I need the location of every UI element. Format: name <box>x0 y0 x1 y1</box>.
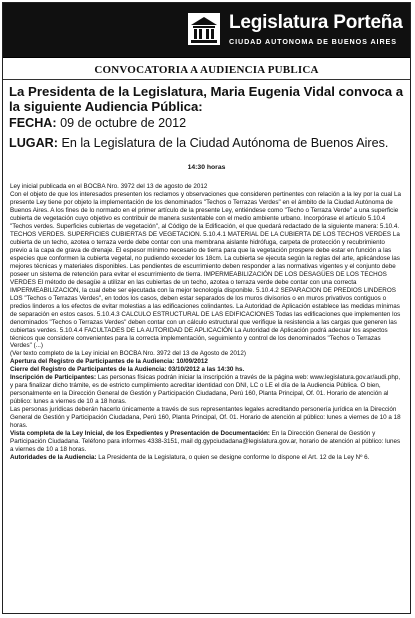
documents-text: En la Dirección General de Gestión y Participación Ciudadana. Teléfono para informes 4338-3151, mail dg.gypciudadana@legislatura.gov.ar, horario de atención al público: lunes a viernes de 10 a 18 horas. <box>10 429 401 453</box>
law-summary-paragraph: Con el objeto de que los interesados presenten los reclamos y observaciones que consideren pertinentes con relación a la ley por la cual La presente Ley tiene por objeto la implementación de los denominados "Techos o Terrazas Verdes" en el ámbito de la Ciudad Autónoma de Buenos Aires. A los fines de lo normado en el primer artículo de la presente Ley, entiéndese como "Techo o Terraza Verde" a una superficie cubierta de vegetación cuyo objetivo es contribuir de manera sustentable con el medio ambiente urbano. Incorpórase el artículo 5.10.4 "Techos verdes. Superficies cubiertas de vegetación", al Código de la Edificación, el que quedará redactado de la siguiente manera: 5.10.4. TECHOS VERDES. SUPERFICIES CUBIERTAS DE VEGETACION. 5.10.4.1 MATERIAL DE LA CUBIERTA DE LOS TECHOS VERDES La cubierta de un techo, azotea o terraza verde debe contar con una membrana aislante hidrófuga, carpeta de protección y recubrimiento previo a la capa de grava de drenaje. El espesor mínimo necesario de tierra para que la vegetación prospere debe estar en función a las especies que conformen la cubierta vegetal, no pudiendo exceder los 18cm. La cubierta se ejecuta según la reglas del arte, aplicándose las mejores técnicas y materiales disponibles. Las pendientes de escurrimiento deben responder a las normativas vigentes y el conjunto debe poseer un sistema de retención para evitar el escurrimiento de tierra. IMPERMEABILIZACIÓN DE LOS DESAGÜES DE LOS TECHOS VERDES El método de desagüe a utilizar en las cubiertas de un techo, azotea o terraza verde debe contar con una correcta IMPERMEABILIZACION, la cual debe ser ejecutada con la mejor tecnología disponible. 5.10.4.2 SEPARACION DE PREDIOS LINDEROS LOS "Techos o Terrazas Verdes", en todos los casos, deben estar separados de los muros divisorios o en muros privativos contiguos o predios linderos a los efectos de evitar molestias a las edificaciones colindantes. La Autoridad de Aplicación establece las medidas mínimas de separación en estos casos. 5.10.4.3 CALCULO ESTRUCTURAL DE LAS EDIFICACIONES Todas las edificaciones que implementen los denominados "Techos o Terrazas Verdes" deben contar con un cálculo estructural que verifique la resistencia a las cargas que generen las cubiertas verdes. 5.10.4.4 FACULTADES DE LA AUTORIDAD DE APLICACIÓN La Autoridad de Aplicación podrá adecuar los aspectos técnicos que considere convenientes para la correcta implementación, seguimiento y control de los denominados "Techos o Terrazas Verdes" (...) <box>10 191 401 350</box>
place-value: En la Legislatura de la Ciudad Autónoma de Buenos Aires. <box>61 136 389 151</box>
intro-heading: La Presidenta de la Legislatura, Maria Eugenia Vidal convoca a la siguiente Audiencia Pública: <box>9 84 404 115</box>
org-subtitle: CIUDAD AUTONOMA DE BUENOS AIRES <box>229 37 397 46</box>
legislature-emblem-icon <box>186 11 222 47</box>
authorities-label: Autoridades de la Audiencia: <box>10 453 97 461</box>
date-line <box>9 116 404 131</box>
registration-paragraph <box>10 374 403 406</box>
header-banner <box>3 3 410 58</box>
legal-entities-paragraph: Las personas jurídicas deberán hacerlo únicamente a través de sus representantes legales acreditando personería jurídica en la Dirección General de Gestión y Participación Ciudadana, Perú 160, Planta Principal, Of. 01. Horario de atención al público: lunes a viernes de 10 a 18 horas. <box>10 406 401 429</box>
authorities-text: La Presidenta de la Legislatura, o quien se designe conforme lo dispone el Art. 12 de la Ley Nº 6. <box>96 453 370 461</box>
full-text-reference: (Ver texto completo de la Ley inicial en BOCBA Nro. 3972 del 13 de Agosto de 2012) <box>10 350 246 358</box>
notice-body <box>10 183 403 461</box>
date-value: 09 de octubre de 2012 <box>60 116 187 131</box>
public-hearing-notice <box>2 2 411 614</box>
place-label: LUGAR: <box>9 136 58 151</box>
registry-closing: Cierre del Registro de Participantes de la Audiencia: 03/10/2012 a las 14:30 hs. <box>10 366 245 374</box>
authorities-paragraph <box>10 454 403 462</box>
documents-paragraph <box>10 430 403 454</box>
hearing-time: 14:30 horas <box>187 164 226 172</box>
documents-label: Vista completa de la Ley Inicial, de los Expedientes y Presentación de Documentación: <box>10 429 270 437</box>
place-line <box>9 136 404 151</box>
notice-title: CONVOCATORIA A AUDIENCIA PUBLICA <box>3 64 410 80</box>
registration-label: Inscripción de Participantes: <box>10 374 97 382</box>
date-label: FECHA: <box>9 116 57 131</box>
registration-text: Las personas físicas podrán iniciar la inscripción a través de la página web: www.legislatura.gov.ar/audi.php, y para finalizar dicho trámite, es de estricto cumplimiento acreditar identidad con DNI, LC o LE el día de la Audiencia Pública. O bien, personalmente en la Dirección General de Gestión y Participación Ciudadana, Perú 160, Planta Principal, Of. 01. Horario de atención al público: lunes a viernes de 10 a 18 horas. <box>10 374 401 406</box>
org-name: Legislatura Porteña <box>229 12 403 33</box>
registry-opening: Apertura del Registro de Participantes de la Audiencia: 10/09/2012 <box>10 358 208 366</box>
law-publication-line: Ley inicial publicada en el BOCBA Nro. 3972 del 13 de agosto de 2012 <box>10 183 208 191</box>
